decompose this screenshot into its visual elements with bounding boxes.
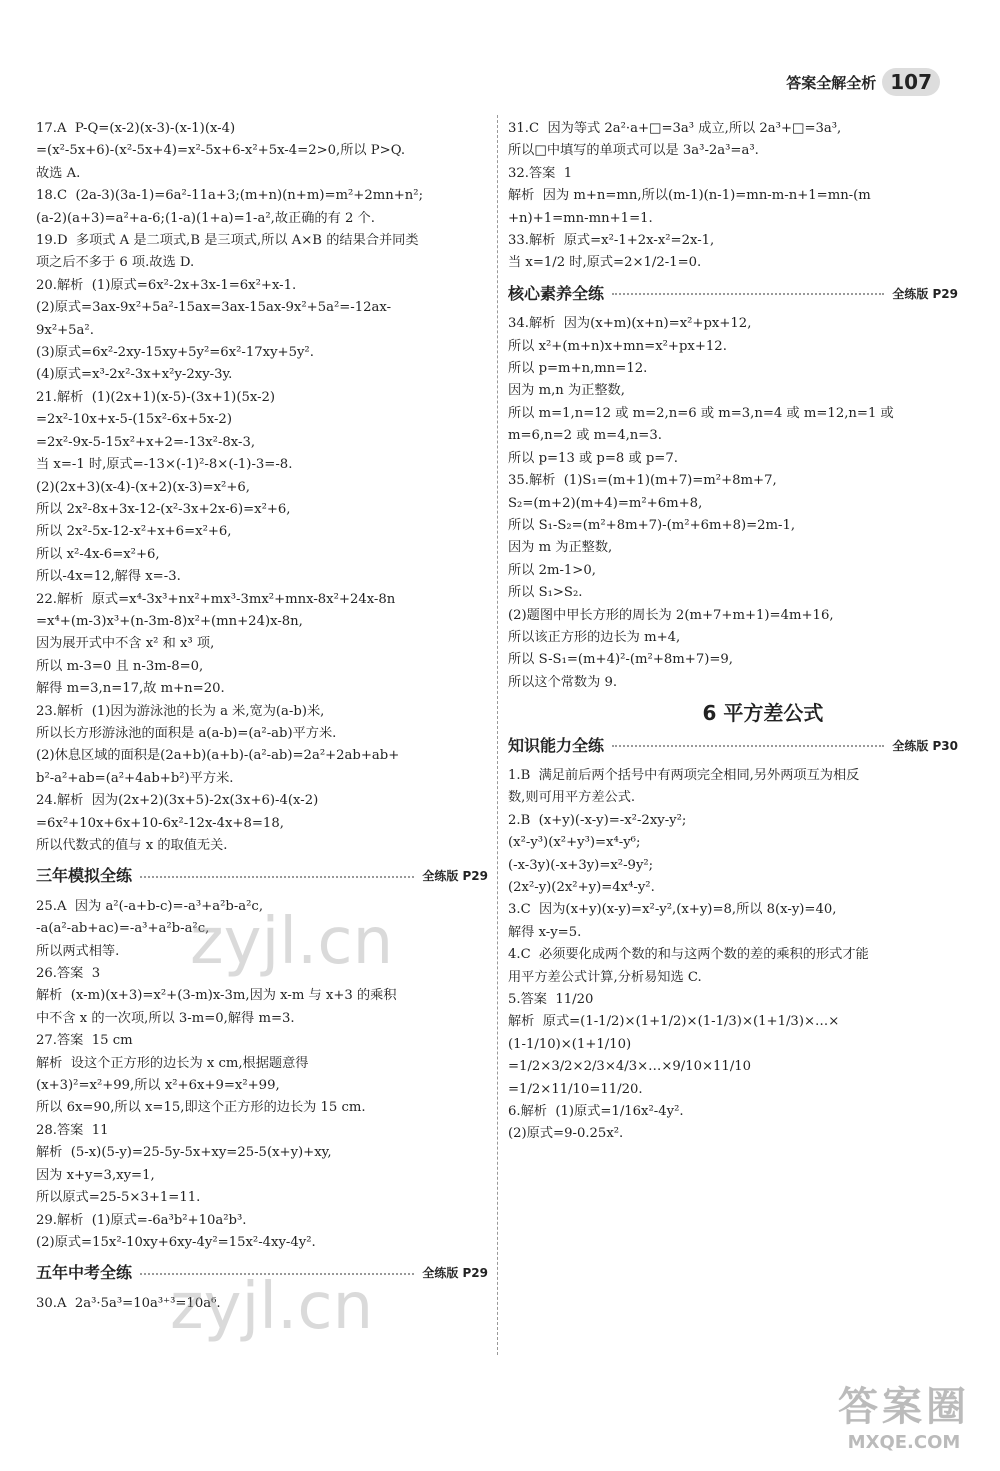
text-line: (x²-y³)(x²+y³)=x⁴-y⁶;	[508, 835, 641, 851]
text-line: 29.解析 (1)原式=-6a³b²+10a²b³.	[36, 1212, 247, 1228]
text-line: 6.解析 (1)原式=1/16x²-4y².	[508, 1104, 684, 1120]
text-line: 33.解析 原式=x²-1+2x-x²=2x-1,	[508, 233, 715, 249]
text-line: 数,则可用平方差公式.	[508, 790, 636, 806]
section-title: 三年模拟全练	[36, 866, 133, 886]
text-line: 3.C 因为(x+y)(x-y)=x²-y²,(x+y)=8,所以 8(x-y)=40,	[508, 902, 837, 918]
section-dotted-line	[612, 293, 884, 295]
right-bottom-block	[508, 765, 958, 989]
text-line: 解析 (x-m)(x+3)=x²+(3-m)x-3m,因为 x-m 与 x+3 的乘积	[36, 988, 397, 1004]
text-line: -a(a²-ab+ac)=-a³+a²b-a²c,	[36, 921, 210, 937]
section-ref: 全练版 P29	[422, 869, 488, 884]
text-line: 所以 S-S₁=(m+4)²-(m²+8m+7)=9,	[508, 652, 733, 668]
left-column	[36, 118, 488, 1315]
text-line: (2)原式=15x²-10xy+6xy-4y²=15x²-4xy-4y².	[36, 1234, 316, 1250]
text-line: 25.A 因为 a²(-a+b-c)=-a³+a²b-a²c,	[36, 898, 264, 914]
text-line: 解析 原式=(1-1/2)×(1+1/2)×(1-1/3)×(1+1/3)×…×	[508, 1014, 840, 1030]
text-line: (2)原式=9-0.25x².	[508, 1126, 624, 1142]
section-title: 核心素养全练	[508, 283, 605, 303]
text-line: 所以原式=25-5×3+1=11.	[36, 1190, 201, 1206]
text-line: 所以 2m-1>0,	[508, 562, 596, 578]
text-line: 17.A P-Q=(x-2)(x-3)-(x-1)(x-4)	[36, 121, 236, 136]
text-line: 解得 m=3,n=17,故 m+n=20.	[36, 681, 225, 697]
text-line: 所以 2x²-8x+3x-12-(x²-3x+2x-6)=x²+6,	[36, 501, 291, 517]
text-line: (1-1/10)×(1+1/10)	[508, 1036, 632, 1052]
text-line: 因为展开式中不含 x² 和 x³ 项,	[36, 636, 215, 652]
text-line: (x+3)²=x²+99,所以 x²+6x+9=x²+99,	[36, 1078, 280, 1094]
text-line: =2x²-10x+x-5-(15x²-6x+5x-2)	[36, 412, 232, 428]
watermark-text: zyjl.cn	[190, 905, 394, 979]
text-line: 因为 m 为正整数,	[508, 540, 613, 556]
text-line: m=6,n=2 或 m=4,n=3.	[508, 428, 662, 444]
text-line: 所以 m=1,n=12 或 m=2,n=6 或 m=3,n=4 或 m=12,n=1 或	[508, 405, 894, 421]
text-line: 所以代数式的值与 x 的取值无关.	[36, 838, 228, 853]
section-ref: 全练版 P30	[892, 738, 958, 753]
page-number: 107	[882, 68, 940, 96]
page-header	[786, 68, 940, 96]
text-line: =1/2×3/2×2/3×4/3×…×9/10×11/10	[508, 1059, 752, 1075]
text-line: 21.解析 (1)(2x+1)(x-5)-(3x+1)(5x-2)	[36, 389, 276, 405]
section-header-sannian	[36, 865, 488, 887]
text-line: 28.答案 11	[36, 1122, 109, 1138]
right-mid-block	[508, 313, 958, 694]
text-line: 当 x=1/2 时,原式=2×1/2-1=0.	[508, 255, 702, 271]
text-line: (2)题图中甲长方形的周长为 2(m+7+m+1)=4m+16,	[508, 607, 834, 623]
text-line: 32.答案 1	[508, 165, 573, 181]
text-line: 27.答案 15 cm	[36, 1033, 133, 1049]
text-line: 所以□中填写的单项式可以是 3a³-2a³=a³.	[508, 143, 759, 159]
text-line: 23.解析 (1)因为游泳池的长为 a 米,宽为(a-b)米,	[36, 703, 325, 719]
text-line: =6x²+10x+6x+10-6x²-12x-4x+8=18,	[36, 815, 284, 831]
text-line: 项之后不多于 6 项.故选 D.	[36, 255, 195, 271]
text-line: 解析 (5-x)(5-y)=25-5y-5x+xy=25-5(x+y)+xy,	[36, 1145, 332, 1161]
text-line: 31.C 因为等式 2a²·a+□=3a³ 成立,所以 2a³+□=3a³,	[508, 121, 842, 136]
text-line: 因为 x+y=3,xy=1,	[36, 1167, 155, 1183]
text-line: 所以 p=13 或 p=8 或 p=7.	[508, 450, 678, 466]
text-line: 26.答案 3	[36, 966, 101, 982]
text-line: 2.B (x+y)(-x-y)=-x²-2xy-y²;	[508, 812, 687, 828]
text-line: 所以 m-3=0 且 n-3m-8=0,	[36, 658, 204, 674]
text-line: 中不含 x 的一次项,所以 3-m=0,解得 m=3.	[36, 1010, 295, 1026]
text-line: 所以 2x²-5x-12-x²+x+6=x²+6,	[36, 524, 232, 540]
text-line: =x⁴+(m-3)x³+(n-3m-8)x²+(mn+24)x-8n,	[36, 613, 303, 629]
text-line: S₂=(m+2)(m+4)=m²+6m+8,	[508, 495, 703, 511]
text-line: (4)原式=x³-2x²-3x+x²y-2xy-3y.	[36, 367, 233, 383]
watermark-site: MXQE.COM	[847, 1432, 961, 1453]
text-line: +n)+1=mn-mn+1=1.	[508, 210, 653, 226]
text-line: 所以-4x=12,解得 x=-3.	[36, 569, 181, 585]
text-line: 解得 x-y=5.	[508, 924, 582, 940]
text-line: 所以 p=m+n,mn=12.	[508, 361, 648, 377]
text-line: 所以长方形游泳池的面积是 a(a-b)=(a²-ab)平方米.	[36, 725, 337, 741]
text-line: 22.解析 原式=x⁴-3x³+nx²+mx³-3mx²+mnx-8x²+24x-8n	[36, 591, 396, 607]
text-line: 1.B 满足前后两个括号中有两项完全相同,另外两项互为相反	[508, 767, 860, 783]
text-line: 9x²+5a².	[36, 322, 94, 338]
text-line: 19.D 多项式 A 是二项式,B 是三项式,所以 A×B 的结果合并同类	[36, 233, 419, 249]
chapter-title: 6 平方差公式	[702, 701, 824, 726]
text-line: 4.C 必须要化成两个数的和与这两个数的差的乘积的形式才能	[508, 947, 869, 963]
left-top-block	[36, 118, 488, 857]
watermark-logo-text: 答案圈	[838, 1384, 970, 1430]
text-line: (2)休息区域的面积是(2a+b)(a+b)-(a²-ab)=2a²+2ab+ab+	[36, 748, 400, 764]
right-column	[508, 118, 958, 1146]
text-line: =1/2×11/10=11/20.	[508, 1081, 643, 1097]
text-line: 当 x=-1 时,原式=-13×(-1)²-8×(-1)-3=-8.	[36, 457, 293, 473]
section-title: 知识能力全练	[508, 735, 605, 755]
text-line: 24.解析 因为(2x+2)(3x+5)-2x(3x+6)-4(x-2)	[36, 793, 319, 809]
section-dotted-line	[612, 745, 884, 747]
section-dotted-line	[140, 876, 414, 878]
text-line: (2)原式=3ax-9x²+5a²-15ax=3ax-15ax-9x²+5a²=-12ax-	[36, 300, 392, 316]
text-line: 解析 设这个正方形的边长为 x cm,根据题意得	[36, 1055, 309, 1071]
text-line: 所以 S₁>S₂.	[508, 585, 583, 601]
q5-answer: 5.答案 11/20	[508, 992, 594, 1008]
text-line: 30.A 2a³·5a³=10a³⁺³=10a⁶.	[36, 1295, 221, 1311]
text-line: (a-2)(a+3)=a²+a-6;(1-a)(1+a)=1-a²,故正确的有 2 个.	[36, 210, 375, 226]
right-end-block	[508, 1101, 958, 1146]
text-line: (2)(2x+3)(x-4)-(x+2)(x-3)=x²+6,	[36, 479, 250, 495]
text-line: 故选 A.	[36, 165, 81, 181]
section-header-zhishi	[508, 735, 958, 757]
text-line: 所以两式相等.	[36, 943, 120, 959]
text-line: 所以这个常数为 9.	[508, 674, 618, 690]
text-line: 所以 x²+(m+n)x+mn=x²+px+12.	[508, 338, 727, 354]
section-title: 五年中考全练	[36, 1263, 133, 1283]
column-divider	[497, 115, 498, 1355]
text-line: 20.解析 (1)原式=6x²-2x+3x-1=6x²+x-1.	[36, 277, 297, 293]
text-line: =(x²-5x+6)-(x²-5x+4)=x²-5x+6-x²+5x-4=2>0,所以 P>Q.	[36, 143, 406, 159]
text-line: 所以该正方形的边长为 m+4,	[508, 629, 681, 645]
right-top-block	[508, 118, 958, 275]
watermark-logo	[838, 1375, 970, 1453]
text-line: 因为 m,n 为正整数,	[508, 383, 625, 399]
section-ref: 全练版 P29	[422, 1266, 488, 1281]
q5-solution	[508, 1011, 958, 1101]
text-line: 所以 x²-4x-6=x²+6,	[36, 546, 160, 562]
text-line: 所以 S₁-S₂=(m²+8m+7)-(m²+6m+8)=2m-1,	[508, 517, 796, 533]
text-line: 所以 6x=90,所以 x=15,即这个正方形的边长为 15 cm.	[36, 1100, 366, 1116]
text-line: 34.解析 因为(x+m)(x+n)=x²+px+12,	[508, 316, 752, 332]
text-line: 解析 因为 m+n=mn,所以(m-1)(n-1)=mn-m-n+1=mn-(m	[508, 188, 871, 204]
text-line: (3)原式=6x²-2xy-15xy+5y²=6x²-17xy+5y².	[36, 345, 314, 361]
header-title: 答案全解全析	[786, 73, 877, 92]
text-line: =2x²-9x-5-15x²+x+2=-13x²-8x-3,	[36, 434, 256, 450]
text-line: (2x²-y)(2x²+y)=4x⁴-y².	[508, 880, 655, 895]
watermark-text-2: zyjl.cn	[170, 1270, 374, 1344]
text-line: (-x-3y)(-x+3y)=x²-9y²;	[508, 857, 654, 873]
text-line: 18.C (2a-3)(3a-1)=6a²-11a+3;(m+n)(n+m)=m²+2mn+n²;	[36, 188, 424, 204]
text-line: 用平方差公式计算,分析易知选 C.	[508, 969, 702, 985]
text-line: 35.解析 (1)S₁=(m+1)(m+7)=m²+8m+7,	[508, 473, 777, 489]
text-line: b²-a²+ab=(a²+4ab+b²)平方米.	[36, 770, 234, 786]
section-header-hexin	[508, 283, 958, 305]
section-ref: 全练版 P29	[892, 286, 958, 301]
